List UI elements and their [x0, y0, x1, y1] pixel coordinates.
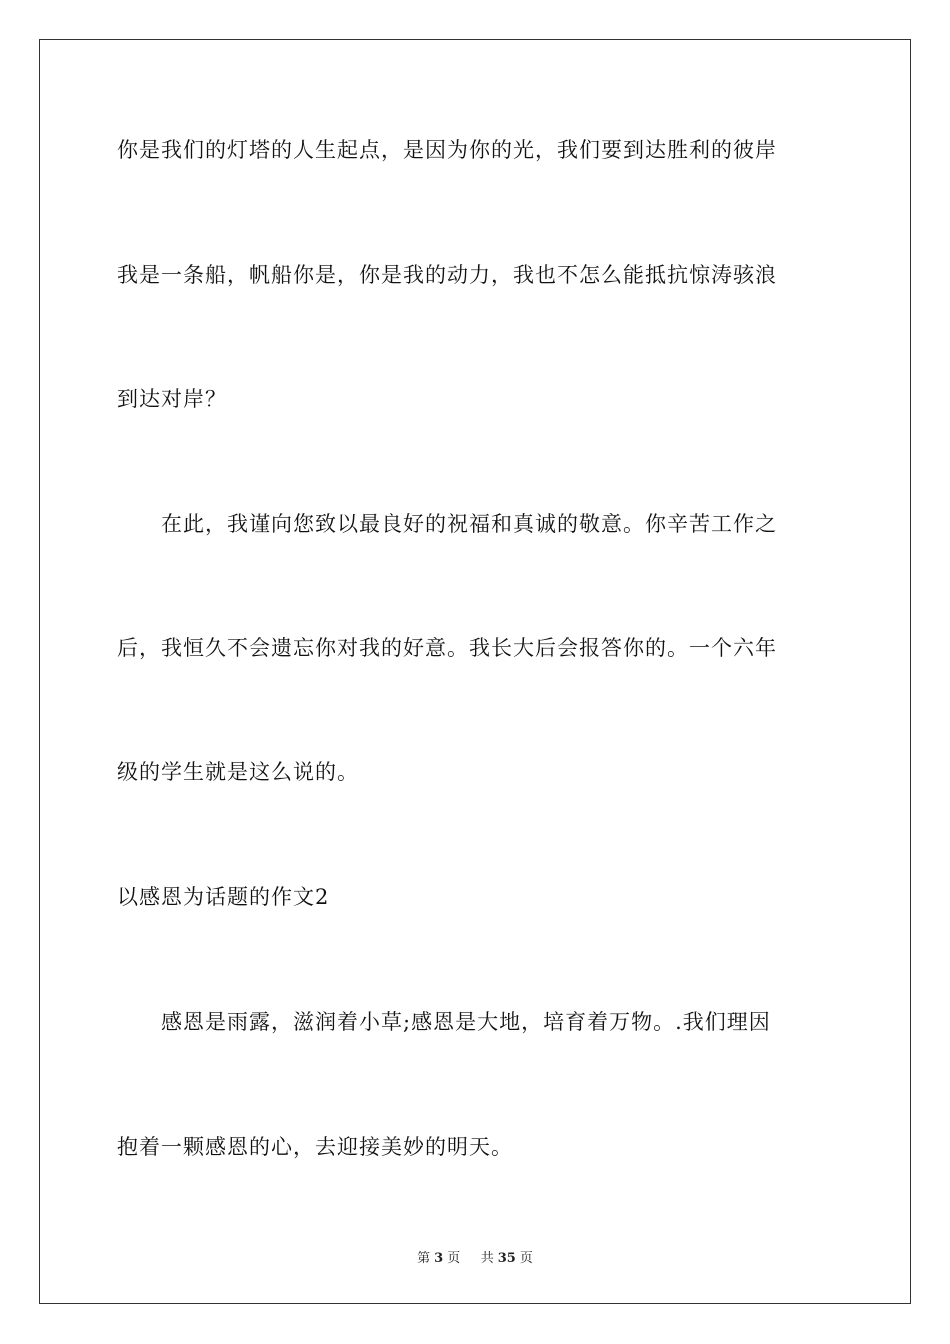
- paragraph-line-6: 级的学生就是这么说的。: [117, 760, 359, 784]
- paragraph-line-2: 我是一条船，帆船你是，你是我的动力，我也不怎么能抵抗惊涛骇浪: [117, 263, 777, 287]
- paragraph-line-8: 抱着一颗感恩的心，去迎接美妙的明天。: [117, 1135, 513, 1159]
- page-border: [39, 39, 911, 1304]
- total-suffix: 页: [519, 1251, 533, 1266]
- section-heading: 以感恩为话题的作文2: [117, 885, 330, 909]
- paragraph-line-4: 在此，我谨向您致以最良好的祝福和真诚的敬意。你辛苦工作之: [117, 512, 777, 536]
- page-suffix: 页: [447, 1251, 461, 1266]
- page-footer: [0, 1247, 950, 1266]
- page-prefix: 第: [417, 1251, 431, 1266]
- page-number: 3: [434, 1251, 444, 1266]
- total-pages: 35: [497, 1251, 516, 1266]
- paragraph-line-5: 后，我恒久不会遗忘你对我的好意。我长大后会报答你的。一个六年: [117, 636, 777, 660]
- paragraph-line-3: 到达对岸？: [117, 387, 227, 411]
- paragraph-line-7: 感恩是雨露，滋润着小草;感恩是大地，培育着万物。.我们理因: [117, 1010, 771, 1034]
- total-prefix: 共: [480, 1251, 494, 1266]
- paragraph-line-1: 你是我们的灯塔的人生起点，是因为你的光，我们要到达胜利的彼岸: [117, 138, 777, 162]
